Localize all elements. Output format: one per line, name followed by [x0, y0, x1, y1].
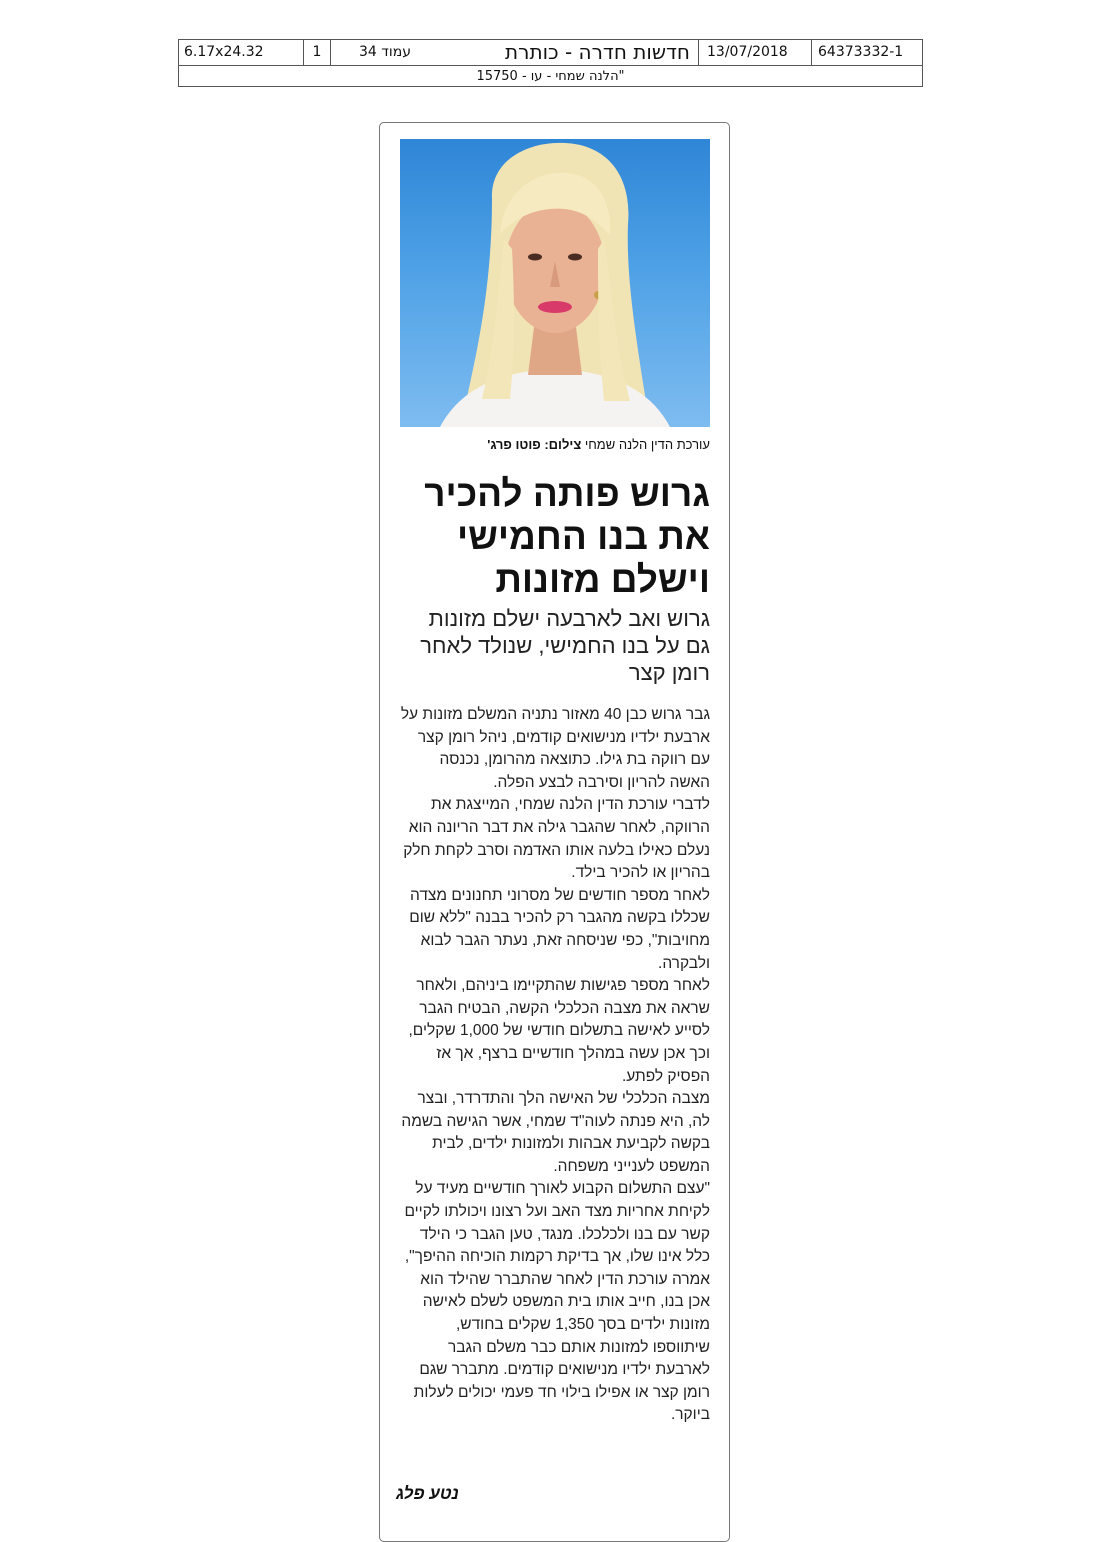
body-paragraph: לאחר מספר פגישות שהתקיימו ביניהם, ולאחר שראה את מצבה הכלכלי הקשה, הבטיח הגבר לסייע לאישה בתשלום חודשי של 1,000 שקלים, וכך אכן עשה במהלך חודשיים ברצף, אך אז הפסיק לפתע.: [408, 977, 710, 1085]
clip-id: 64373332-1: [818, 44, 904, 60]
clip-size: 6.17x24.32: [179, 40, 304, 65]
client-line: "הלנה שמחי - עו - 15750: [476, 69, 625, 84]
clipping-header: [178, 39, 923, 87]
portrait-illustration: [400, 139, 710, 427]
photo-caption: [400, 436, 710, 454]
article-body: [400, 704, 710, 1427]
article-subhead: גרוש ואב לארבעה ישלם מזונות גם על בנו החמישי, שנולד לאחר רומן קצר: [420, 606, 710, 685]
body-paragraph: מצבה הכלכלי של האישה הלך והתדרדר, ובצר לה, היא פנתה לעוה"ד שמחי, אשר הגישה בשמה בקשה לקביעת אבהות ולמזונות ילדים, לבית המשפט לענייני משפחה.: [401, 1090, 710, 1175]
article-headline: גרוש פותה להכיר את בנו החמישי וישלם מזונות: [424, 473, 710, 600]
clip-page: עמוד 34: [358, 44, 411, 60]
clip-date: 13/07/2018: [699, 40, 812, 65]
body-paragraph: לאחר מספר חודשים של מסרוני תחנונים מצדה שכללו בקשה מהגבר רק להכיר בבנה "ללא שום מחויבות", כפי שניסחה זאת, נעתר הגבר לבוא ולבקרה.: [409, 886, 710, 972]
body-paragraph: "עצם התשלום הקבוע לאורך חודשיים מעיד על לקיחת אחריות מצד האב ועל רצונו ויכולתו לקיים קשר עם בנו ולכלכלו. מנגד, טען הגבר כי הילד כלל אינו שלו, אך בדיקת רקמות הוכיחה ההיפך", אמרה עורכת הדין לאחר שהתברר שהילד הוא אכן בנו, חייב אותו בית המשפט לשלם לאישה מזונות ילדים בסך 1,350 שקלים בחודש, שיתווספו למזונות אותם כבר משלם הגבר לארבעת ילדיו מנישואים קודמים. מתברר שגם רומן קצר או אפילו בילוי חד פעמי יכולים לעלות ביוקר.: [404, 1180, 710, 1424]
caption-text: עורכת הדין הלנה שמחי: [584, 437, 710, 452]
article-byline: נטע פלג: [396, 1484, 459, 1503]
publication-title: חדשות חדרה - כותרת: [416, 40, 699, 65]
clip-count: 1: [304, 40, 331, 65]
caption-credit: צילום: פוטו פרג': [487, 437, 582, 452]
portrait-photo: [400, 139, 710, 427]
body-paragraph: גבר גרוש כבן 40 מאזור נתניה המשלם מזונות על ארבעת ילדיו מנישואים קודמים, ניהל רומן קצר עם רווקה בת גילו. כתוצאה מהרומן, נכנסה האשה להריון וסירבה לבצע הפלה.: [400, 706, 710, 791]
clipping-header-row: [179, 40, 922, 66]
body-paragraph: לדברי עורכת הדין הלנה שמחי, המייצגת את הרווקה, לאחר שהגבר גילה את דבר הריונה הוא נעלם כאילו בלעה אותו האדמה וסרב לקחת חלק בהריון או להכיר בילד.: [403, 796, 710, 882]
